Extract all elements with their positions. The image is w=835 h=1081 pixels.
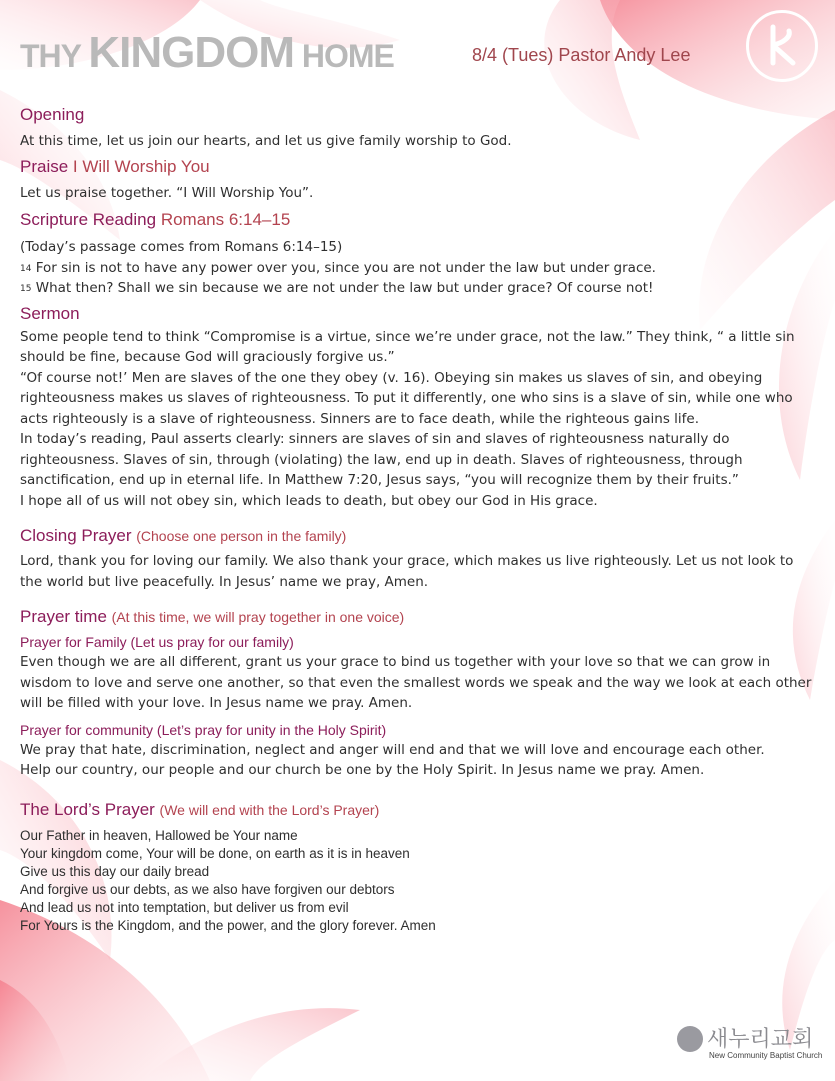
scripture-heading — [20, 209, 820, 231]
scripture-reference: Romans 6:14–15 — [160, 210, 291, 229]
closing-line: the world but live peacefully. In Jesus’ name we pray, Amen. — [20, 573, 429, 590]
sermon-paragraph: In today’s reading, Paul asserts clearly: sinners are slaves of sin and slaves of righteousness naturally do righteousness. Slaves of sin, through (violating) the law, end up in death. Slaves of righteousness, through sanctification, end up in eternal life. In Matthew 7:20, Jesus says, “you will recognize them by their fruits.” — [20, 431, 743, 488]
prayer-time-heading — [20, 606, 820, 628]
family-prayer-text: Even though we are all different, grant us your grace to bind us together with your love so that we can grow in wisdom to love and serve one another, so that even the smallest words we speak and the way we look at each other will be filled with your love. In Jesus name we pray. Amen. — [20, 654, 812, 711]
page-title — [20, 28, 394, 78]
lords-prayer-line: Our Father in heaven, Hallowed be Your name — [20, 827, 298, 843]
verse-15 — [20, 278, 820, 299]
sermon-paragraph: “Of course not!’ Men are slaves of the one they obey (v. 16). Obeying sin makes us slaves of sin, and obeying righteousness makes us slaves of righteousness. To put it differently, one who sins is a slave of sin, while one who acts righteously is a slave of righteousness. Sinners are to face death, while the righteous gains life. — [20, 369, 793, 427]
church-emblem-icon — [677, 1026, 703, 1052]
community-prayer-heading: Prayer for community (Let’s pray for unity in the Holy Spirit) — [20, 721, 387, 738]
verse-15-text: What then? Shall we sin because we are not under the law but under grace? Of course not! — [31, 280, 654, 296]
church-logo — [677, 1022, 827, 1062]
lords-prayer-line: Give us this day our daily bread — [20, 863, 210, 879]
prayer-time-label: Prayer time — [20, 607, 107, 626]
lords-prayer-line: And forgive us our debts, as we also have forgiven our debtors — [20, 881, 395, 897]
title-kingdom: KINGDOM — [88, 28, 294, 77]
lords-prayer-line: Your kingdom come, Your will be done, on earth as it is in heaven — [20, 845, 410, 861]
church-name-english: New Community Baptist Church — [709, 1051, 823, 1060]
scripture-label: Scripture Reading — [20, 210, 157, 229]
logo-k-icon — [749, 13, 815, 79]
community-prayer-line: We pray that hate, discrimination, neglect and anger will end and that we will love and encourage each other. — [20, 741, 765, 758]
verse-14-number: 14 — [20, 263, 32, 274]
lords-prayer-label: The Lord’s Prayer — [20, 799, 155, 819]
lords-prayer-line: And lead us not into temptation, but deliver us from evil — [20, 899, 349, 915]
main-content — [20, 104, 820, 935]
title-thy: THY — [20, 38, 89, 74]
closing-label: Closing Prayer — [20, 526, 132, 545]
family-prayer-heading: Prayer for Family (Let us pray for our family) — [20, 634, 294, 650]
praise-label: Praise — [20, 156, 69, 176]
opening-heading: Opening — [20, 105, 85, 124]
title-home: HOME — [293, 38, 394, 74]
date-pastor-line: 8/4 (Tues) Pastor Andy Lee — [472, 45, 691, 65]
lords-prayer-heading — [20, 799, 820, 821]
closing-note: (Choose one person in the family) — [136, 528, 347, 544]
verse-14-text: For sin is not to have any power over you, since you are not under the law but under grace. — [31, 259, 656, 276]
praise-song: I Will Worship You — [72, 156, 210, 176]
verse-14 — [20, 258, 820, 279]
church-name-korean: 새누리교회 — [707, 1027, 814, 1052]
closing-prayer-heading — [20, 525, 820, 547]
opening-text: At this time, let us join our hearts, and let us give family worship to God. — [20, 133, 512, 149]
prayer-time-note: (At this time, we will pray together in one voice) — [111, 609, 405, 625]
thy-kingdom-home-logo — [746, 10, 818, 82]
praise-heading — [20, 156, 820, 178]
sermon-paragraph: I hope all of us will not obey sin, which leads to death, but obey our God in His grace. — [20, 492, 598, 509]
sermon-heading: Sermon — [20, 303, 80, 323]
lords-prayer-note: (We will end with the Lord’s Prayer) — [159, 801, 380, 818]
community-prayer-line: Help our country, our people and our church be one by the Holy Spirit. In Jesus name we pray. Amen. — [20, 762, 705, 778]
praise-text: Let us praise together. “I Will Worship You”. — [20, 184, 314, 201]
closing-line: Lord, thank you for loving our family. We also thank your grace, which makes us live righteously. Let us not look to — [20, 553, 794, 569]
lords-prayer-text — [20, 827, 820, 935]
lords-prayer-line: For Yours is the Kingdom, and the power, and the glory forever. Amen — [20, 917, 436, 933]
sermon-paragraph: Some people tend to think “Compromise is a virtue, since we’re under grace, not the law.” They think, “ a little sin should be fine, because God will graciously forgive us.” — [20, 328, 795, 365]
verse-15-number: 15 — [20, 284, 32, 294]
scripture-intro: (Today’s passage comes from Romans 6:14–15) — [20, 239, 343, 255]
